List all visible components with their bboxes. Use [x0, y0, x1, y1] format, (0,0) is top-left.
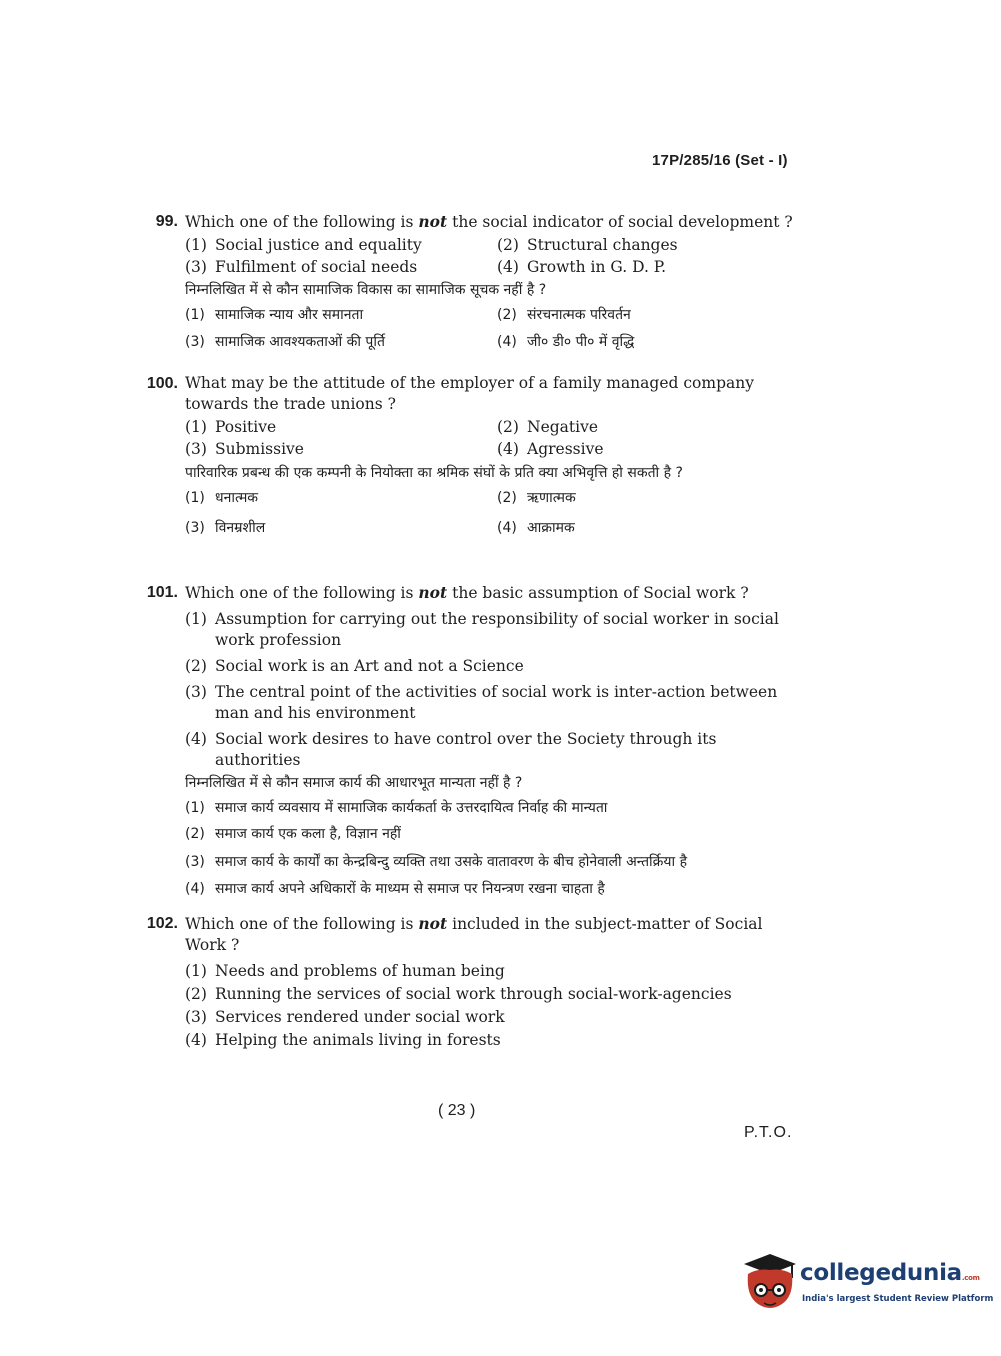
- logo-tagline: India's largest Student Review Platform: [802, 1294, 994, 1304]
- option-2-en: (2) Social work is an Art and not a Science: [185, 657, 524, 675]
- option-4-hi: (4) समाज कार्य अपने अधिकारों के माध्यम से समाज पर नियन्त्रण रखना चाहता है: [185, 881, 605, 897]
- option-1-en: (1) Assumption for carrying out the responsibility of social worker in social work profession: [185, 610, 779, 649]
- option-3-en: (3) Submissive: [185, 440, 304, 458]
- collegedunia-logo: [738, 1250, 994, 1320]
- question-number: 101.: [146, 584, 178, 601]
- question-99: [130, 211, 802, 355]
- logo-name: collegedunia.com: [800, 1260, 980, 1286]
- option-4-en: (4) Social work desires to have control over the Society through its authorities: [185, 730, 717, 769]
- option-4-en: (4) Growth in G. D. P.: [497, 258, 667, 276]
- option-2-en: (2) Running the services of social work through social-work-agencies: [185, 985, 732, 1003]
- option-1-en: (1) Positive: [185, 418, 277, 436]
- option-2-en: (2) Structural changes: [497, 236, 678, 254]
- option-1-hi: (1) धनात्मक: [185, 490, 259, 506]
- question-stem-en: Which one of the following is not the social indicator of social development ?: [185, 212, 793, 231]
- option-3-en: (3) Services rendered under social work: [185, 1008, 505, 1026]
- question-stem-en: Which one of the following is not the basic assumption of Social work ?: [185, 583, 749, 602]
- option-2-hi: (2) संरचनात्मक परिवर्तन: [497, 307, 631, 323]
- option-2-en: (2) Negative: [497, 418, 599, 436]
- paper-code: 17P/285/16 (Set - I): [652, 152, 788, 169]
- option-3-en: (3) The central point of the activities of social work is inter-action between man and his environment: [185, 683, 778, 722]
- mascot-icon: [738, 1250, 800, 1316]
- option-4-hi: (4) आक्रामक: [497, 520, 575, 536]
- question-stem-hi: पारिवारिक प्रबन्ध की एक कम्पनी के नियोक्ता का श्रमिक संघों के प्रति क्या अभिवृत्ति हो सकती है ?: [185, 465, 683, 481]
- question-number: 100.: [146, 375, 178, 392]
- option-3-hi: (3) विनम्रशील: [185, 520, 266, 536]
- pto-label: P.T.O.: [744, 1124, 793, 1141]
- option-1-hi: (1) समाज कार्य व्यवसाय में सामाजिक कार्यकर्ता के उत्तरदायित्व निर्वाह की मान्यता: [185, 800, 608, 816]
- option-4-en: (4) Helping the animals living in forests: [185, 1031, 501, 1049]
- question-number: 102.: [146, 915, 178, 932]
- option-3-en: (3) Fulfilment of social needs: [185, 258, 418, 276]
- question-stem-hi: निम्नलिखित में से कौन समाज कार्य की आधारभूत मान्यता नहीं है ?: [185, 775, 523, 791]
- question-100: [130, 373, 802, 541]
- option-1-en: (1) Social justice and equality: [185, 236, 422, 254]
- page-number: ( 23 ): [438, 1102, 476, 1119]
- question-stem-en: Which one of the following is not included in the subject-matter of Social Work ?: [185, 914, 763, 954]
- question-101: [130, 582, 802, 905]
- option-2-hi: (2) समाज कार्य एक कला है, विज्ञान नहीं: [185, 826, 401, 842]
- option-4-en: (4) Agressive: [497, 440, 604, 458]
- option-4-hi: (4) जी० डी० पी० में वृद्धि: [497, 334, 635, 350]
- question-stem-hi: निम्नलिखित में से कौन सामाजिक विकास का सामाजिक सूचक नहीं है ?: [185, 282, 547, 298]
- question-number: 99.: [155, 213, 178, 230]
- option-1-hi: (1) सामाजिक न्याय और समानता: [185, 307, 364, 323]
- option-3-hi: (3) सामाजिक आवश्यकताओं की पूर्ति: [185, 334, 385, 350]
- option-3-hi: (3) समाज कार्य के कार्यों का केन्द्रबिन्दु व्यक्ति तथा उसके वातावरण के बीच होनेवाली अन्तर्क्रिया है: [185, 854, 688, 870]
- option-2-hi: (2) ऋणात्मक: [497, 490, 576, 506]
- question-stem-en: What may be the attitude of the employer of a family managed company towards the trade unions ?: [185, 374, 754, 413]
- option-1-en: (1) Needs and problems of human being: [185, 962, 505, 980]
- question-102: [130, 913, 802, 1053]
